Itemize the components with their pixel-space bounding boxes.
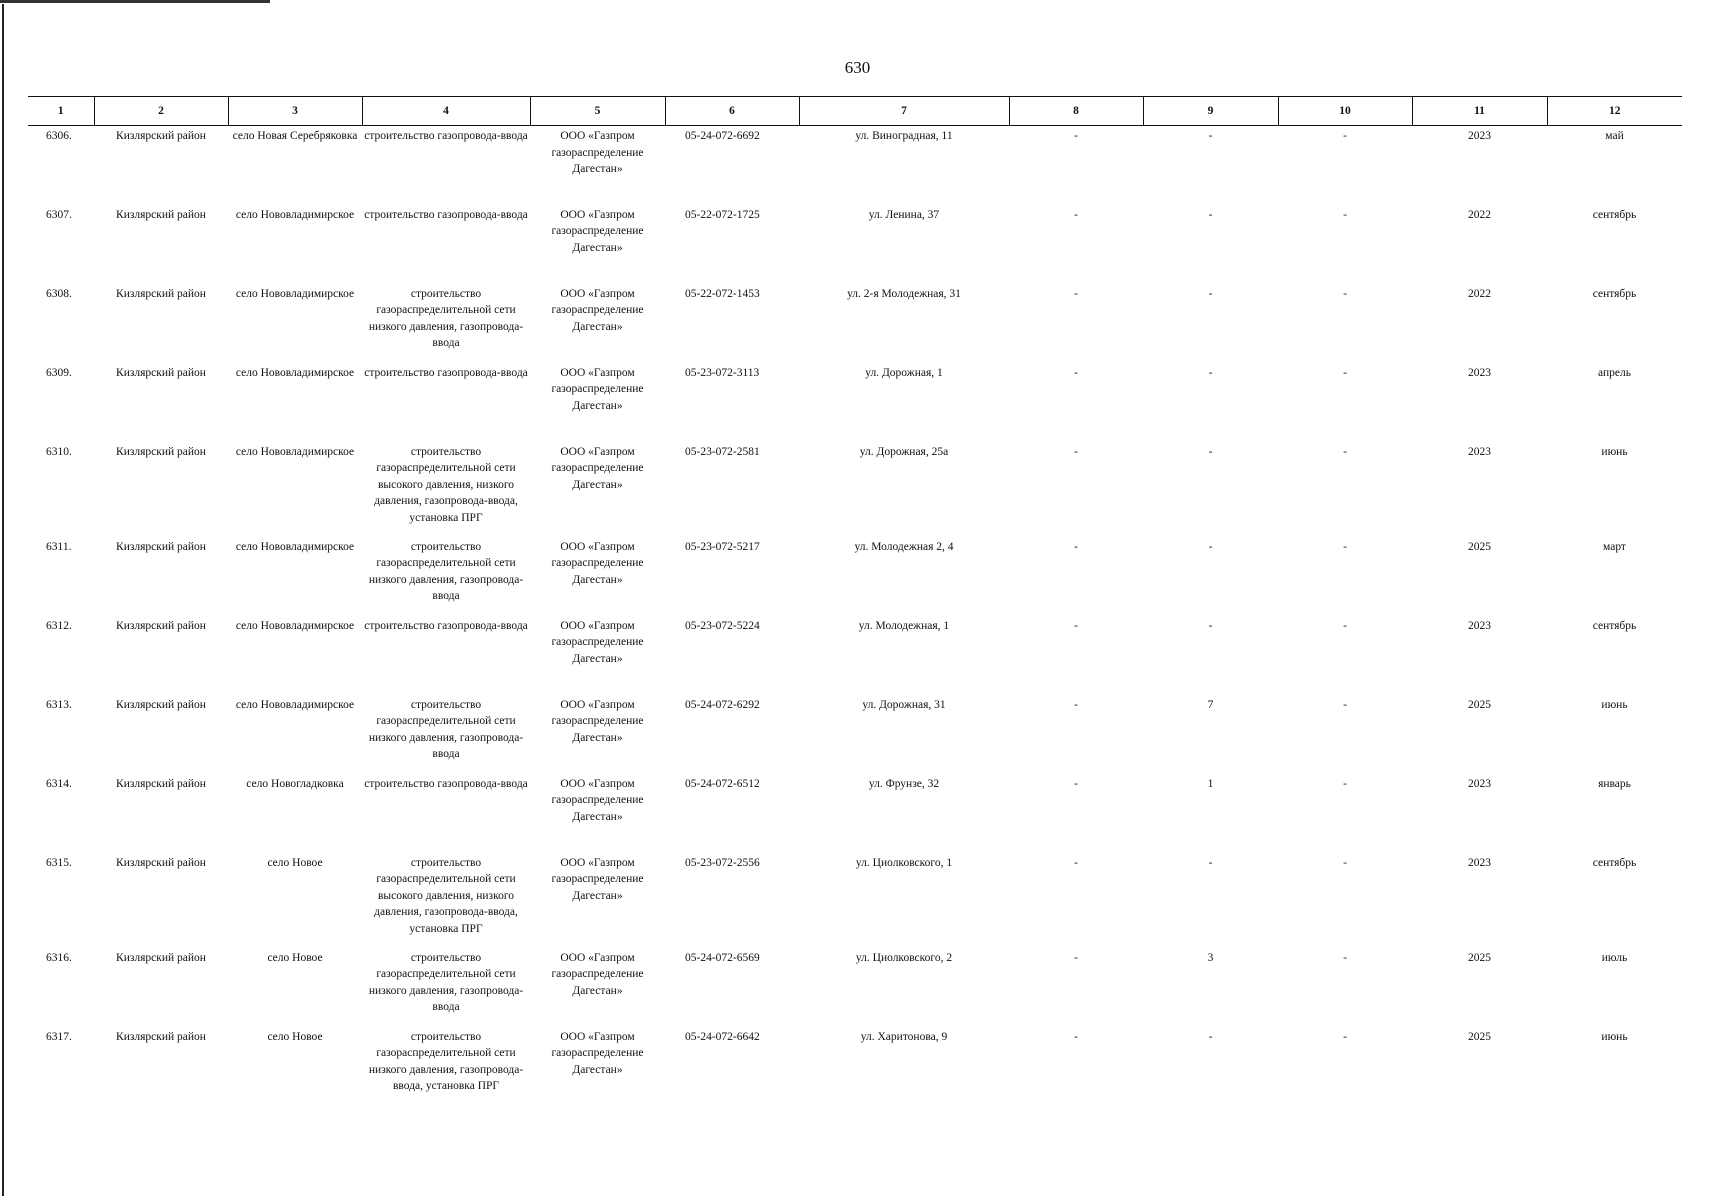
- col-8-value: -: [1074, 951, 1078, 964]
- district: Кизлярский район: [116, 287, 206, 300]
- row-number: 6309.: [46, 366, 72, 379]
- col-9-value: -: [1208, 208, 1213, 221]
- table-row: [28, 853, 1682, 948]
- table-row: [28, 205, 1682, 284]
- col-8-value: -: [1074, 287, 1078, 300]
- col-9-value: -: [1208, 445, 1213, 458]
- column-number-row: [28, 97, 1682, 126]
- organization: ООО «Газпром газораспределение Дагестан»: [551, 698, 644, 744]
- col-9-value: -: [1208, 619, 1213, 632]
- settlement: село Новое: [267, 951, 323, 964]
- col-8-value: -: [1074, 445, 1078, 458]
- organization: ООО «Газпром газораспределение Дагестан»: [551, 366, 644, 412]
- month: сентябрь: [1592, 856, 1637, 869]
- col-10-value: -: [1343, 540, 1347, 553]
- table-row: [28, 774, 1682, 853]
- address: ул. Ленина, 37: [868, 208, 940, 221]
- district: Кизлярский район: [116, 777, 206, 790]
- work-type: строительство газопровода-ввода: [364, 366, 528, 379]
- row-number: 6308.: [46, 287, 72, 300]
- district: Кизлярский район: [116, 856, 206, 869]
- scan-border-top: [0, 0, 270, 3]
- organization: ООО «Газпром газораспределение Дагестан»: [551, 951, 644, 997]
- table-row: [28, 537, 1682, 616]
- col-10-value: -: [1343, 951, 1347, 964]
- district: Кизлярский район: [116, 366, 206, 379]
- work-type: строительство газораспределительной сети низкого давления, газопровода-ввода: [368, 540, 524, 602]
- settlement: село Нововладимирское: [235, 540, 355, 553]
- settlement: село Нововладимирское: [235, 366, 355, 379]
- year: 2023: [1468, 366, 1491, 379]
- settlement: село Нововладимирское: [235, 445, 355, 458]
- address: ул. Фрунзе, 32: [868, 777, 940, 790]
- col-10-value: -: [1343, 445, 1347, 458]
- page-number: 630: [844, 58, 871, 77]
- year: 2022: [1468, 287, 1491, 300]
- month: июль: [1601, 951, 1628, 964]
- col-9-value: -: [1208, 856, 1213, 869]
- year: 2023: [1468, 130, 1491, 142]
- year: 2025: [1468, 698, 1491, 711]
- year: 2023: [1468, 445, 1491, 458]
- district: Кизлярский район: [116, 619, 206, 632]
- column-header: 8: [1009, 97, 1143, 126]
- column-header: 10: [1278, 97, 1412, 126]
- month: март: [1603, 540, 1626, 553]
- settlement: село Нововладимирское: [235, 287, 355, 300]
- col-10-value: -: [1343, 777, 1347, 790]
- district: Кизлярский район: [116, 540, 206, 553]
- register-table: [28, 96, 1682, 1122]
- row-number: 6315.: [46, 856, 72, 869]
- col-8-value: -: [1074, 698, 1078, 711]
- column-header: 7: [799, 97, 1009, 126]
- column-header: 9: [1143, 97, 1278, 126]
- table-row: [28, 284, 1682, 363]
- table-row: [28, 442, 1682, 537]
- row-number: 6310.: [46, 445, 72, 458]
- table-row: [28, 363, 1682, 442]
- col-10-value: -: [1343, 287, 1347, 300]
- col-9-value: -: [1208, 130, 1213, 142]
- table-row: [28, 1027, 1682, 1122]
- organization: ООО «Газпром газораспределение Дагестан»: [551, 856, 644, 902]
- year: 2025: [1468, 540, 1491, 553]
- month: июнь: [1601, 698, 1628, 711]
- col-8-value: -: [1074, 366, 1078, 379]
- col-10-value: -: [1343, 619, 1347, 632]
- month: апрель: [1598, 366, 1631, 379]
- organization: ООО «Газпром газораспределение Дагестан»: [551, 540, 644, 586]
- work-type: строительство газораспределительной сети низкого давления, газопровода-ввода: [368, 287, 524, 349]
- organization: ООО «Газпром газораспределение Дагестан»: [551, 1030, 644, 1076]
- district: Кизлярский район: [116, 698, 206, 711]
- district: Кизлярский район: [116, 445, 206, 458]
- month: сентябрь: [1592, 619, 1637, 632]
- col-9-value: -: [1208, 287, 1213, 300]
- year: 2023: [1468, 619, 1491, 632]
- object-code: 05-24-072-6569: [685, 951, 760, 964]
- month: июнь: [1601, 445, 1628, 458]
- column-header: 1: [28, 97, 94, 126]
- object-code: 05-24-072-6512: [685, 777, 760, 790]
- month: июнь: [1601, 1030, 1628, 1043]
- col-9-value: -: [1208, 540, 1213, 553]
- column-header: 6: [665, 97, 799, 126]
- row-number: 6306.: [46, 130, 72, 142]
- settlement: село Новое: [267, 856, 323, 869]
- settlement: село Новогладковка: [246, 777, 344, 790]
- district: Кизлярский район: [116, 951, 206, 964]
- object-code: 05-23-072-5217: [685, 540, 760, 553]
- col-8-value: -: [1074, 130, 1078, 142]
- address: ул. Дорожная, 25а: [859, 445, 949, 458]
- col-8-value: -: [1074, 856, 1078, 869]
- row-number: 6317.: [46, 1030, 72, 1043]
- col-10-value: -: [1343, 366, 1347, 379]
- district: Кизлярский район: [116, 208, 206, 221]
- object-code: 05-22-072-1725: [685, 208, 760, 221]
- address: ул. Дорожная, 31: [862, 698, 946, 711]
- column-header: 11: [1412, 97, 1547, 126]
- month: май: [1605, 130, 1624, 142]
- table-row: [28, 126, 1682, 205]
- organization: ООО «Газпром газораспределение Дагестан»: [551, 777, 644, 823]
- work-type: строительство газопровода-ввода: [364, 208, 528, 221]
- address: ул. Молодежная 2, 4: [854, 540, 954, 553]
- work-type: строительство газопровода-ввода: [364, 619, 528, 632]
- work-type: строительство газораспределительной сети высокого давления, низкого давления, газопровода-ввода, установка ПРГ: [374, 445, 518, 524]
- object-code: 05-24-072-6642: [685, 1030, 760, 1043]
- month: январь: [1598, 777, 1631, 790]
- object-code: 05-24-072-6692: [685, 130, 760, 142]
- table-row: [28, 948, 1682, 1027]
- month: сентябрь: [1592, 287, 1637, 300]
- year: 2023: [1468, 777, 1491, 790]
- settlement: село Новая Серебряковка: [232, 130, 358, 142]
- settlement: село Новое: [267, 1030, 323, 1043]
- organization: ООО «Газпром газораспределение Дагестан»: [551, 619, 644, 665]
- object-code: 05-23-072-2581: [685, 445, 760, 458]
- year: 2022: [1468, 208, 1491, 221]
- organization: ООО «Газпром газораспределение Дагестан»: [551, 208, 644, 254]
- month: сентябрь: [1592, 208, 1637, 221]
- work-type: строительство газопровода-ввода: [364, 777, 528, 790]
- col-9-value: 3: [1207, 951, 1214, 964]
- row-number: 6312.: [46, 619, 72, 632]
- column-header: 4: [362, 97, 530, 126]
- work-type: строительство газораспределительной сети низкого давления, газопровода-ввода, установка ПРГ: [368, 1030, 524, 1092]
- address: ул. 2-я Молодежная, 31: [847, 287, 961, 300]
- row-number: 6313.: [46, 698, 72, 711]
- column-header: 3: [228, 97, 362, 126]
- col-8-value: -: [1074, 208, 1078, 221]
- col-10-value: -: [1343, 698, 1347, 711]
- col-10-value: -: [1343, 856, 1347, 869]
- address: ул. Циолковского, 2: [855, 951, 953, 964]
- col-8-value: -: [1074, 1030, 1078, 1043]
- table-row: [28, 695, 1682, 774]
- col-8-value: -: [1074, 777, 1078, 790]
- col-10-value: -: [1343, 1030, 1347, 1043]
- address: ул. Виноградная, 11: [855, 130, 953, 142]
- object-code: 05-23-072-3113: [685, 366, 760, 379]
- row-number: 6307.: [46, 208, 72, 221]
- table-row: [28, 616, 1682, 695]
- object-code: 05-24-072-6292: [685, 698, 760, 711]
- object-code: 05-23-072-2556: [685, 856, 760, 869]
- row-number: 6314.: [46, 777, 72, 790]
- year: 2025: [1468, 951, 1491, 964]
- organization: ООО «Газпром газораспределение Дагестан»: [551, 130, 644, 175]
- address: ул. Харитонова, 9: [860, 1030, 948, 1043]
- object-code: 05-22-072-1453: [685, 287, 760, 300]
- year: 2025: [1468, 1030, 1491, 1043]
- col-8-value: -: [1074, 619, 1078, 632]
- organization: ООО «Газпром газораспределение Дагестан»: [551, 287, 644, 333]
- work-type: строительство газораспределительной сети низкого давления, газопровода-ввода: [368, 951, 524, 1013]
- organization: ООО «Газпром газораспределение Дагестан»: [551, 445, 644, 491]
- district: Кизлярский район: [116, 1030, 206, 1043]
- column-header: 5: [530, 97, 665, 126]
- settlement: село Нововладимирское: [235, 619, 355, 632]
- work-type: строительство газораспределительной сети низкого давления, газопровода-ввода: [368, 698, 524, 760]
- col-9-value: -: [1208, 1030, 1213, 1043]
- column-header: 2: [94, 97, 228, 126]
- col-10-value: -: [1343, 130, 1347, 142]
- object-code: 05-23-072-5224: [685, 619, 760, 632]
- address: ул. Молодежная, 1: [858, 619, 950, 632]
- scan-border-left: [2, 4, 4, 1196]
- col-9-value: -: [1208, 366, 1213, 379]
- col-10-value: -: [1343, 208, 1347, 221]
- settlement: село Нововладимирское: [235, 208, 355, 221]
- col-8-value: -: [1074, 540, 1078, 553]
- year: 2023: [1468, 856, 1491, 869]
- settlement: село Нововладимирское: [235, 698, 355, 711]
- row-number: 6316.: [46, 951, 72, 964]
- row-number: 6311.: [46, 540, 72, 553]
- column-header: 12: [1547, 97, 1682, 126]
- col-9-value: 7: [1207, 698, 1214, 711]
- work-type: строительство газораспределительной сети высокого давления, низкого давления, газопровода-ввода, установка ПРГ: [374, 856, 518, 935]
- col-9-value: 1: [1207, 777, 1214, 790]
- address: ул. Дорожная, 1: [865, 366, 943, 379]
- address: ул. Циолковского, 1: [855, 856, 953, 869]
- district: Кизлярский район: [116, 130, 206, 142]
- work-type: строительство газопровода-ввода: [364, 130, 528, 142]
